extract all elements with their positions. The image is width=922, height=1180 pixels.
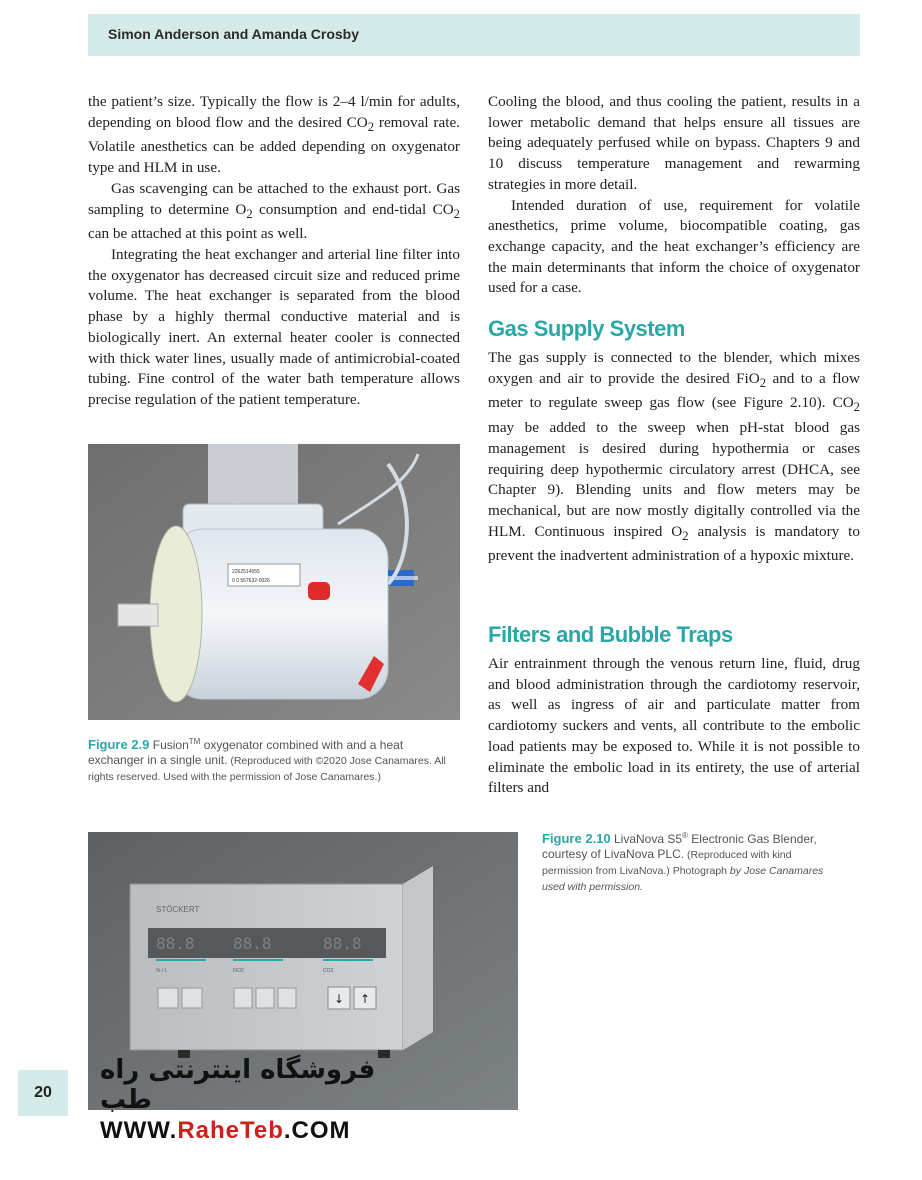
left-column <box>88 92 460 411</box>
paragraph: Cooling the blood, and thus cooling the patient, results in a lower metabolic demand that helps ensure all tissues are being adequately perfused while on bypass. Chapters 9 and 10 discuss temperature management and rewarming strategies in more detail. <box>488 93 860 193</box>
filters-paragraph: Air entrainment through the venous return line, fluid, drug and blood administration through the cardiotomy reservoir, as well as ingress of air and particulate matter from cardiotomy suckers and vents, all contribute to the embolic load patients may be exposed to. While it is not possible to eliminate the embolic load in its entirety, the use of arterial filters and <box>488 655 860 797</box>
section-heading: Gas Supply System <box>488 316 685 341</box>
paragraph: the patient’s size. Typically the flow is 2–4 l/min for adults, depending on blood flow and the desired $CO_2$ removal rate. Volatile anesthetics can be added depending on oxygenator type and HLM in use. <box>88 93 460 177</box>
figure-2-9-caption: Figure 2.9 Fusion™ oxygenator combined with and a heat exchanger in a single unit. (Reproduced with ©2020 Jose Canamares. All rights reserved. Used with the permission of Jose Canamares.) <box>88 737 446 783</box>
figure-2-9-photo <box>88 444 460 720</box>
gas-supply-paragraph: The gas supply is connected to the blender, which mixes oxygen and air to provide the desired FiO$_2$ and to a flow meter to regulate sweep gas flow (see Figure 2.10). $CO_2$ may be added to the sweep when pH-stat blood gas management is desired during hypothermia or cases requiring deep hypothermic circulatory arrest (DHCA, see Chapter 9). Blending units and flow meters may be mechanical, but are now mostly digitally controlled via the HLM. Continuous inspired $O_2$ analysis is mandatory to prevent the inadvertent administration of a hypoxic mixture. <box>488 349 860 565</box>
arrow-up-icon: ↑ <box>360 992 371 1006</box>
arrow-down-icon: ↓ <box>334 992 345 1006</box>
watermark <box>100 1055 400 1145</box>
panel-label: CO2 <box>323 968 334 974</box>
panel-label: FiO2 <box>233 968 244 974</box>
brand-text: STÖCKERT <box>156 905 200 914</box>
paragraph: Integrating the heat exchanger and arterial line filter into the oxygenator has decreased circuit size and reduced prime volume. The heat exchanger is separated from the blood phase by a highly thermal conductive material and is biologically inert. An external heater cooler is connected with thick water lines, usually made of antimicrobial-coated tubing. Fine control of the water bath temperature allows precise regulation of the patient temperature. <box>88 245 460 408</box>
display-readout: 88.8 <box>323 934 362 953</box>
paragraph: Intended duration of use, requirement for volatile anesthetics, prime volume, biocompatible coating, gas exchange capacity, and the heat exchanger’s efficiency are the main determinants that inform the choice of oxygenator used for a case. <box>488 196 860 297</box>
section-heading: Filters and Bubble Traps <box>488 622 733 647</box>
page-number: 20 <box>18 1070 68 1116</box>
device-label-text: 2262514555 <box>232 569 260 575</box>
oxygenator-image <box>88 444 460 720</box>
figure-label: Figure 2.10 <box>542 831 611 846</box>
figure-label: Figure 2.9 <box>88 737 150 752</box>
paragraph: Gas scavenging can be attached to the exhaust port. Gas sampling to determine $O_2$ consumption and end-tidal $CO_2$ can be attached at this point as well. <box>88 179 460 243</box>
header-authors: Simon Anderson and Amanda Crosby <box>108 26 359 42</box>
display-readout: 88.8 <box>156 934 195 953</box>
panel-label: % / L <box>156 968 168 974</box>
right-column <box>488 92 860 299</box>
watermark-url: WWW.RaheTeb.COM <box>100 1117 351 1144</box>
display-readout: 88.8 <box>233 934 272 953</box>
device-label-text: 0 0 567632-0026 <box>232 578 270 584</box>
figure-2-10-caption: Figure 2.10 LivaNova S5® Electronic Gas Blender, courtesy of LivaNova PLC. (Reproduced with kind permission from LivaNova.) Photograph by Jose Canamares used with permission. <box>542 831 824 893</box>
watermark-persian-text: فروشگاه اینترنتی راه طب <box>100 1055 376 1115</box>
running-header <box>88 14 860 56</box>
